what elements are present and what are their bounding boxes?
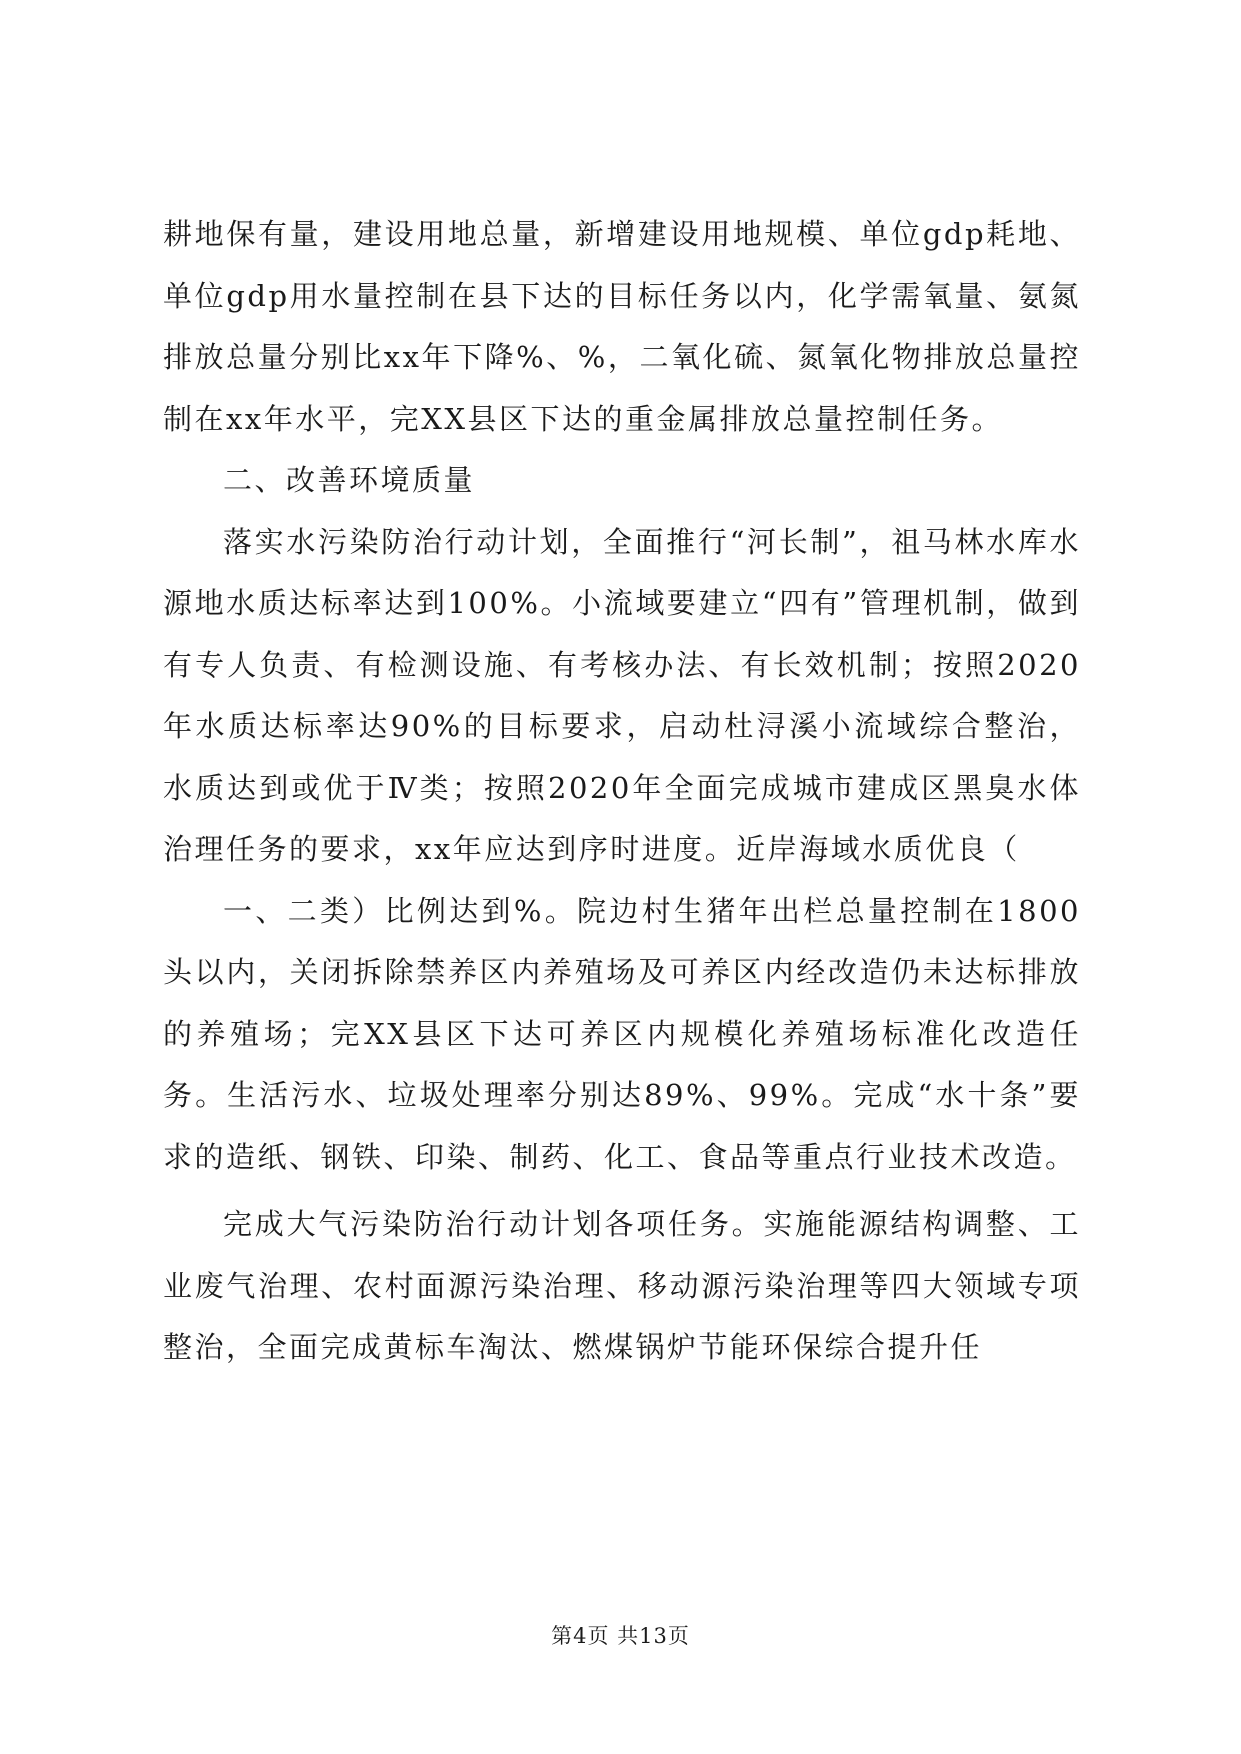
paragraph-air-pollution-plan: 完成大气污染防治行动计划各项任务。实施能源结构调整、工业废气治理、农村面源污染治理、移动源污染治理等四大领域专项整治，全面完成黄标车淘汰、燃煤锅炉节能环保综合提升任 [163,1207,1081,1364]
page-number-footer: 第4页 共13页 [551,1624,690,1648]
section-heading-improve-environment: 二、改善环境质量 [223,463,476,497]
paragraph-livestock-sewage: 一、二类）比例达到%。院边村生猪年出栏总量控制在1800头以内，关闭拆除禁养区内养殖场及可养区内经改造仍未达标排放的养殖场；完XX县区下达可养区内规模化养殖场标准化改造任务。生活污水、垃圾处理率分别达89%、99%。完成“水十条”要求的造纸、钢铁、印染、制药、化工、食品等重点行业技术改造。 [163,893,1081,1174]
paragraph-water-pollution-plan: 落实水污染防治行动计划，全面推行“河长制”，祖马林水库水源地水质达标率达到100%。小流域要建立“四有”管理机制，做到有专人负责、有检测设施、有考核办法、有长效机制；按照2020年水质达标率达90%的目标要求，启动杜浔溪小流域综合整治，水质达到或优于Ⅳ类；按照2020年全面完成城市建成区黑臭水体治理任务的要求，xx年应达到序时进度。近岸海域水质优良（ [163,524,1081,866]
document-body [163,204,1081,1379]
paragraph-land-emission-targets: 耕地保有量，建设用地总量，新增建设用地规模、单位gdp耗地、单位gdp用水量控制在县下达的目标任务以内，化学需氧量、氨氮排放总量分别比xx年下降%、%，二氧化硫、氮氧化物排放总量控制在xx年水平，完XX县区下达的重金属排放总量控制任务。 [163,217,1081,436]
